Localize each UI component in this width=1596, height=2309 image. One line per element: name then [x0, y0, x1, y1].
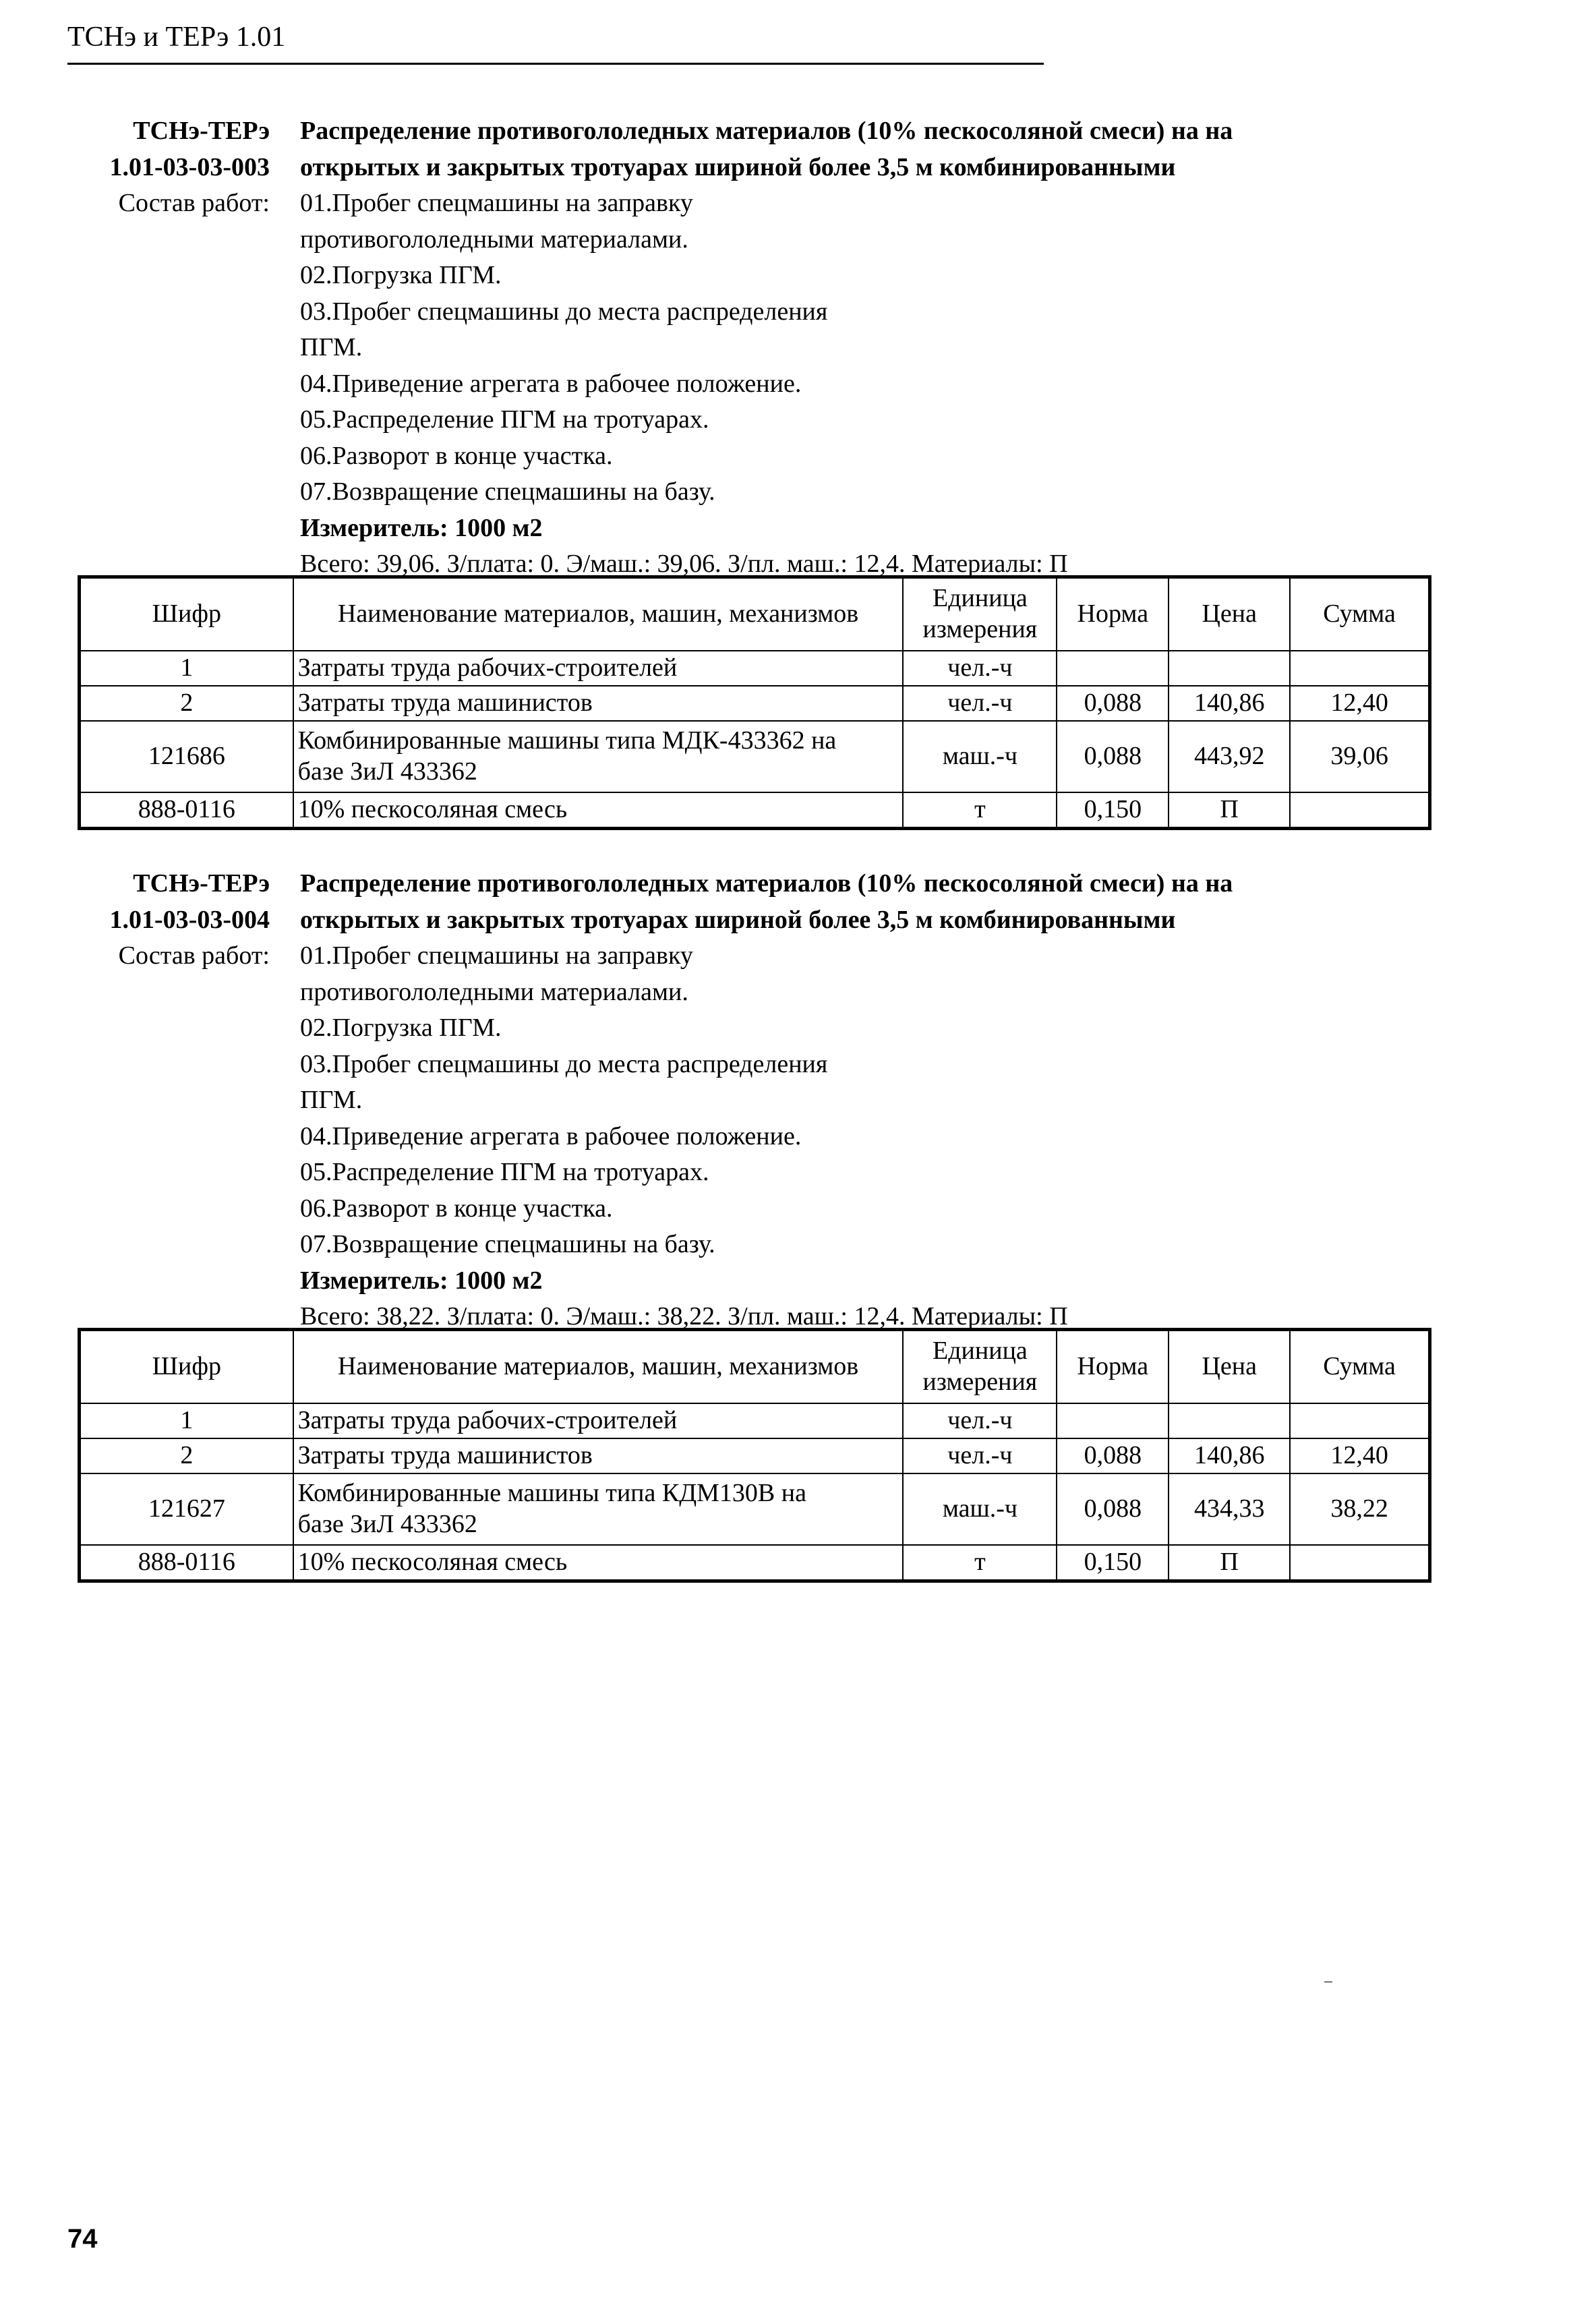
cell-unit: чел.-ч: [903, 1438, 1057, 1473]
totals-line: Всего: 38,22. З/плата: 0. Э/маш.: 38,22. З/пл. маш.: 12,4. Материалы: П: [300, 1302, 1068, 1331]
totals-line: Всего: 39,06. З/плата: 0. Э/маш.: 39,06. З/пл. маш.: 12,4. Материалы: П: [300, 550, 1068, 578]
page-number: 74: [67, 2224, 98, 2254]
col-header-unit: [903, 578, 1057, 651]
work-step: 06.Разворот в конце участка.: [300, 441, 613, 470]
cell-name-line2: базе ЗиЛ 433362: [297, 757, 477, 786]
table-header-row: [80, 578, 1429, 651]
cell-unit: чел.-ч: [903, 686, 1057, 721]
section-code-line2: 1.01-03-03-003: [109, 152, 270, 181]
cell-price: П: [1169, 1545, 1290, 1580]
work-step: 05.Распределение ПГМ на тротуарах.: [300, 1158, 709, 1186]
work-step: 04.Приведение агрегата в рабочее положение.: [300, 369, 802, 398]
cell-name: Затраты труда машинистов: [293, 686, 904, 721]
cell-price: [1169, 1403, 1290, 1438]
work-step: 03.Пробег спецмашины до места распределения: [300, 1049, 828, 1078]
cell-norm: 0,088: [1057, 721, 1169, 792]
work-step: 02.Погрузка ПГМ.: [300, 261, 502, 289]
cell-price: П: [1169, 792, 1290, 827]
col-header-unit-line2: измерения: [922, 615, 1038, 643]
col-header-unit: [903, 1331, 1057, 1403]
cell-norm: 0,088: [1057, 1438, 1169, 1473]
cell-name: 10% пескосоляная смесь: [293, 792, 904, 827]
cell-unit: чел.-ч: [903, 651, 1057, 686]
cell-norm: [1057, 651, 1169, 686]
section-title-line1: Распределение противогололедных материалов (10% пескосоляной смеси) на на: [300, 869, 1233, 898]
cell-sum: [1290, 1545, 1429, 1580]
measurement-unit: Измеритель: 1000 м2: [300, 1266, 543, 1295]
cell-name: [293, 1473, 904, 1545]
section-code-line2: 1.01-03-03-004: [109, 905, 270, 934]
work-step: ПГМ.: [300, 1086, 363, 1114]
norms-table: [80, 1330, 1429, 1581]
cell-code: 888-0116: [80, 792, 293, 827]
col-header-norm: Норма: [1057, 578, 1169, 651]
cell-sum: [1290, 1403, 1429, 1438]
col-header-code: Шифр: [80, 578, 293, 651]
cell-unit: маш.-ч: [903, 721, 1057, 792]
cell-code: 1: [80, 1403, 293, 1438]
cell-unit: т: [903, 792, 1057, 827]
cell-code: 888-0116: [80, 1545, 293, 1580]
work-steps-list: [300, 185, 1426, 510]
cell-sum: [1290, 792, 1429, 827]
works-label: Состав работ:: [118, 941, 270, 970]
work-step: противогололедными материалами.: [300, 977, 688, 1006]
table-row: [80, 721, 1429, 792]
cell-unit: т: [903, 1545, 1057, 1580]
work-step: 03.Пробег спецмашины до места распределения: [300, 297, 828, 326]
table-row: [80, 1545, 1429, 1580]
work-step: противогололедными материалами.: [300, 225, 688, 254]
section-title-line2: открытых и закрытых тротуарах шириной более 3,5 м комбинированными: [300, 905, 1176, 934]
work-step: 07.Возвращение спецмашины на базу.: [300, 477, 715, 506]
section-text-block: [300, 866, 1426, 1335]
table-row: [80, 1438, 1429, 1473]
cell-norm: 0,150: [1057, 1545, 1169, 1580]
norm-section-1: [74, 113, 1429, 824]
section-title-line1: Распределение противогололедных материалов (10% пескосоляной смеси) на на: [300, 117, 1233, 145]
col-header-norm: Норма: [1057, 1331, 1169, 1403]
cell-sum: 12,40: [1290, 1438, 1429, 1473]
col-header-price: Цена: [1169, 578, 1290, 651]
work-step: 06.Разворот в конце участка.: [300, 1194, 613, 1223]
cell-norm: 0,088: [1057, 686, 1169, 721]
cell-code: 2: [80, 1438, 293, 1473]
cell-norm: [1057, 1403, 1169, 1438]
section-code-line1: ТСНэ-ТЕРэ: [133, 869, 270, 898]
cell-price: 434,33: [1169, 1473, 1290, 1545]
norm-section-2: [74, 866, 1429, 1577]
running-title: ТСНэ и ТЕРэ 1.01: [67, 22, 286, 53]
section-heading: [74, 113, 1429, 578]
col-header-code: Шифр: [80, 1331, 293, 1403]
cell-name: 10% пескосоляная смесь: [293, 1545, 904, 1580]
work-step: 01.Пробег спецмашины на заправку: [300, 189, 693, 217]
section-title-line2: открытых и закрытых тротуарах шириной более 3,5 м комбинированными: [300, 152, 1176, 181]
cell-code: 121686: [80, 721, 293, 792]
col-header-name: Наименование материалов, машин, механизмов: [293, 1331, 904, 1403]
table-header-row: [80, 1331, 1429, 1403]
col-header-unit-line2: измерения: [922, 1368, 1038, 1396]
cell-norm: 0,150: [1057, 792, 1169, 827]
header-rule: [67, 63, 1044, 65]
table-row: [80, 792, 1429, 827]
cell-name-line1: Комбинированные машины типа КДМ130В на: [297, 1479, 806, 1508]
cell-name-line2: базе ЗиЛ 433362: [297, 1510, 477, 1538]
col-header-name: Наименование материалов, машин, механизмов: [293, 578, 904, 651]
col-header-unit-line1: Единица: [933, 1337, 1028, 1366]
col-header-unit-line1: Единица: [933, 584, 1028, 613]
col-header-price: Цена: [1169, 1331, 1290, 1403]
work-steps-list: [300, 938, 1426, 1263]
section-code-block: [74, 866, 270, 974]
section-code-line1: ТСНэ-ТЕРэ: [133, 117, 270, 145]
work-step: 07.Возвращение спецмашины на базу.: [300, 1230, 715, 1258]
cell-name: Затраты труда рабочих-строителей: [293, 651, 904, 686]
work-step: ПГМ.: [300, 333, 363, 361]
cell-price: 443,92: [1169, 721, 1290, 792]
cell-name: Затраты труда рабочих-строителей: [293, 1403, 904, 1438]
section-text-block: [300, 113, 1426, 583]
cell-code: 121627: [80, 1473, 293, 1545]
cell-sum: 38,22: [1290, 1473, 1429, 1545]
cell-code: 1: [80, 651, 293, 686]
measurement-unit: Измеритель: 1000 м2: [300, 513, 543, 542]
norms-table: [80, 577, 1429, 828]
section-code-block: [74, 113, 270, 222]
table-row: [80, 1403, 1429, 1438]
work-step: 05.Распределение ПГМ на тротуарах.: [300, 405, 709, 434]
cell-price: 140,86: [1169, 686, 1290, 721]
cell-price: [1169, 651, 1290, 686]
table-row: [80, 686, 1429, 721]
cell-norm: 0,088: [1057, 1473, 1169, 1545]
col-header-sum: Сумма: [1290, 578, 1429, 651]
cell-price: 140,86: [1169, 1438, 1290, 1473]
cell-unit: маш.-ч: [903, 1473, 1057, 1545]
work-step: 02.Погрузка ПГМ.: [300, 1014, 502, 1042]
cell-unit: чел.-ч: [903, 1403, 1057, 1438]
scan-mark: [1324, 1981, 1332, 1983]
table-row: [80, 651, 1429, 686]
col-header-sum: Сумма: [1290, 1331, 1429, 1403]
cell-name: Затраты труда машинистов: [293, 1438, 904, 1473]
cell-sum: [1290, 651, 1429, 686]
cell-sum: 39,06: [1290, 721, 1429, 792]
cell-code: 2: [80, 686, 293, 721]
work-step: 04.Приведение агрегата в рабочее положение.: [300, 1121, 802, 1150]
table-row: [80, 1473, 1429, 1545]
work-step: 01.Пробег спецмашины на заправку: [300, 941, 693, 970]
cell-name: [293, 721, 904, 792]
cell-name-line1: Комбинированные машины типа МДК-433362 на: [297, 726, 837, 755]
section-heading: [74, 866, 1429, 1331]
cell-sum: 12,40: [1290, 686, 1429, 721]
works-label: Состав работ:: [118, 189, 270, 217]
